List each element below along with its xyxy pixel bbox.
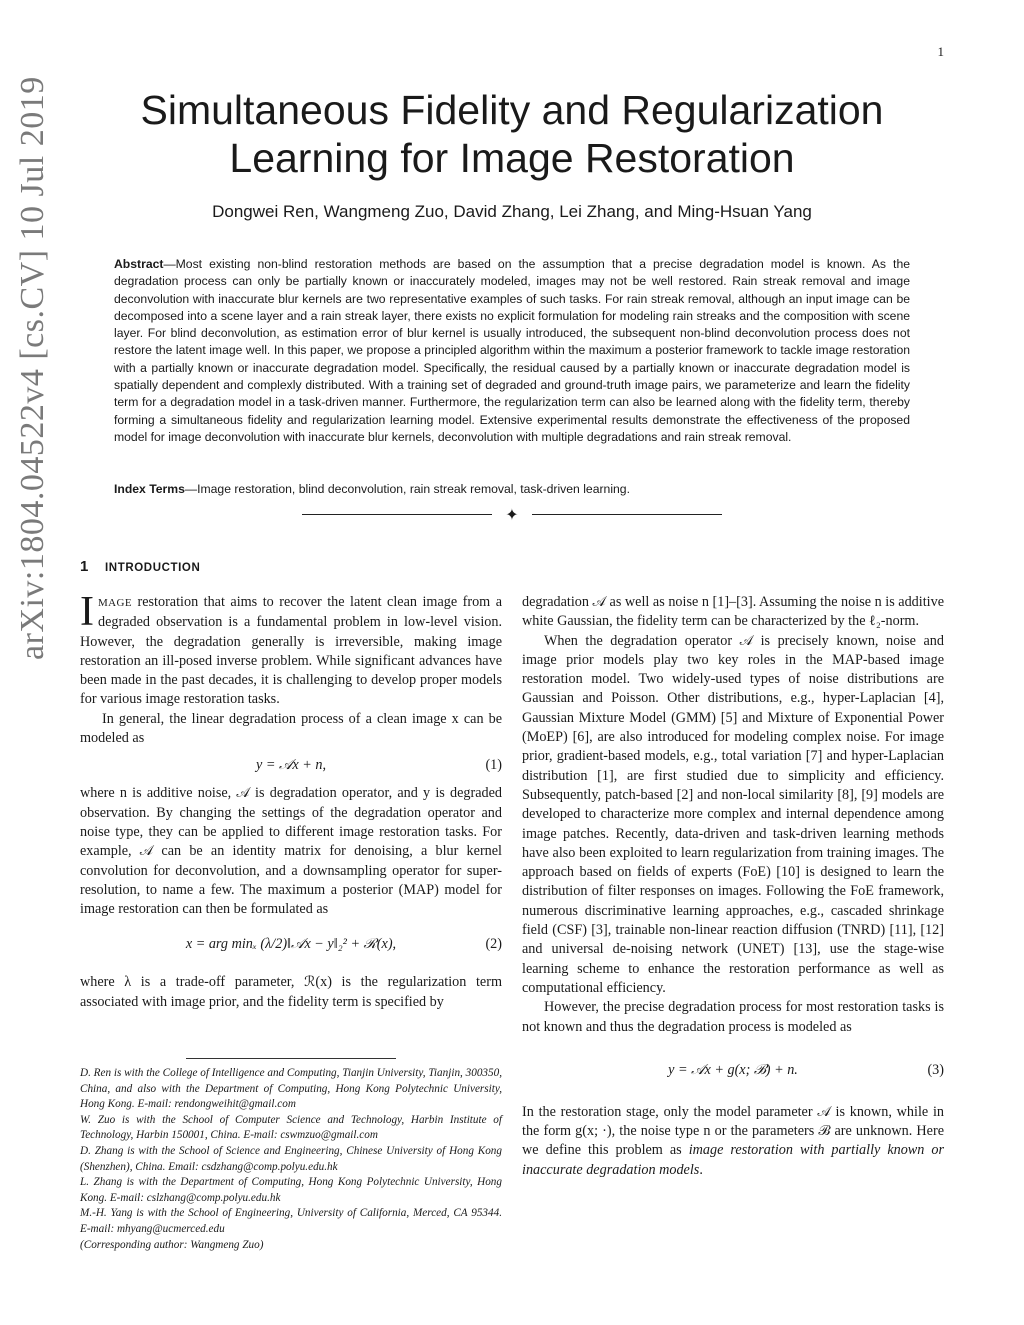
right-paragraph-4 [522, 1103, 944, 1180]
intro-paragraph-1 [80, 589, 502, 710]
page-number: 1 [937, 44, 944, 59]
right-paragraph-4-text: In the restoration stage, only the model parameter 𝒜 is known, while in the form g(x; ·), the noise type n or the parameters ℬ are unknown. Here we define this problem as [522, 1103, 944, 1159]
index-terms-label: Index Terms [114, 482, 185, 496]
equation-1 [80, 752, 502, 780]
equation-1-body: y = 𝒜x + n, [256, 757, 326, 774]
dropcap-smallcaps: MAGE [98, 597, 132, 609]
paper-title: Simultaneous Fidelity and Regularization Learning for Image Restoration [140, 87, 884, 181]
footnote: (Corresponding author: Wangmeng Zuo) [80, 1238, 264, 1251]
right-paragraph-2: When the degradation operator 𝒜 is precisely known, noise and image prior models play two key roles in the MAP-based image restoration model. Two widely-used types of noise distributions are Gaussian and Poisson. Other distributions, e.g., hyper-Laplacian [4], Gaussian Mixture Model (GMM) [5] and Mixture of Exponential Power (MoEP) [6], are also introduced for modeling complex noise. For image prior, gradient-based models, e.g., total variation [7] and hyper-Laplacian distribution [1], are first studied due to simplicity and efficiency. Subsequently, patch-based [2] and non-local similarity [8], [9] models are developed to characterize more complex and internal dependence among image patches. Recently, data-driven and task-driven learning methods have also been exploited to learn regularization from training images. The approach based on fields of experts (FoE) [10] is designed to learn the distribution of filter responses on images. Following the FoE framework, numerous discriminative learning approaches, e.g., cascaded shrinkage field (CSF) [3], trainable non-linear reaction diffusion (TNRD) [11], [12] and universal de-noising network (UNET) [13], use the stage-wise learning scheme to enhance the restoration performance as well as computational efficiency. [522, 632, 944, 996]
intro-paragraph-4: where λ is a trade-off parameter, ℛ(x) is the regularization term associated with image prior, and the fidelity term is specified by [80, 974, 502, 1010]
abstract-text: —Most existing non-blind restoration methods are based on the assumption that a precise degradation model is known. As the degradation process can only be partially known or inaccurately modeled, images may not be well restored. Rain streak removal and image deconvolution with inaccurate blur kernels are two representative examples of such tasks. For rain streak removal, although an input image can be decomposed into a scene layer and a rain streak layer, there exists no explicit formulation for modeling rain streaks and the composition with scene layer. For blind deconvolution, as estimation error of blur kernel is usually introduced, the subsequent non-blind deconvolution process does not restore the latent image well. In this paper, we propose a principled algorithm within the maximum a posterior framework to tackle image restoration with a partially known or inaccurate degradation model. Specifically, the residual caused by a partially known or inaccurate degradation model is spatially dependent and complexly distributed. With a training set of degraded and ground-truth image pairs, we parameterize and learn the fidelity term for a degradation model in a task-driven manner. Furthermore, the regularization term can also be learned along with the fidelity term, thereby forming a simultaneous fidelity and regularization learning model. Extensive experimental results demonstrate the effectiveness of the proposed model for image deconvolution with inaccurate blur kernels, deconvolution with multiple degradations and rain streak removal. [114, 257, 910, 444]
section-number: 1 [80, 558, 89, 575]
divider-line-right [532, 514, 722, 515]
right-paragraph-4-emphasis: image restoration with partially known or inaccurate degradation models [522, 1142, 945, 1178]
intro-paragraph-1-text: restoration that aims to recover the latent clean image from a degraded observation is a fundamental problem in low-level vision. However, the degradation generally is irreversible, making image restoration an ill-posed inverse problem. While significant advances have been made in the past decades, it is challenging to develop proper models for various image restoration tasks. [80, 594, 502, 708]
equation-2-number: (2) [485, 936, 502, 953]
equation-2-body: x = arg minₓ (λ/2)‖𝒜x − y‖₂² + ℛ(x), [185, 936, 397, 953]
divider-line-left [302, 514, 492, 515]
footnote-rule [186, 1058, 396, 1059]
equation-1-number: (1) [485, 757, 502, 774]
equation-3-body: y = 𝒜x + g(x; ℬ) + n. [668, 1061, 798, 1078]
author-list: Dongwei Ren, Wangmeng Zuo, David Zhang, Lei Zhang, and Ming-Hsuan Yang [212, 202, 812, 221]
index-terms-text: —Image restoration, blind deconvolution, rain streak removal, task-driven learning. [184, 482, 630, 496]
dropcap-letter: I [80, 589, 94, 635]
equation-3-number: (3) [927, 1061, 944, 1078]
footnote: W. Zuo is with the School of Computer Science and Technology, Harbin Institute of Technology, Harbin 150001, China. E-mail: cswmzuo@gmail.com [80, 1113, 502, 1142]
intro-paragraph-3: where n is additive noise, 𝒜 is degradation operator, and y is degraded observation. By changing the settings of the degradation operator and noise type, they can be applied to different image restoration tasks. For example, 𝒜 can be an identity matrix for denoising, a blur kernel convolution for deconvolution, and a downsampling operator for super-resolution, to name a few. The maximum a posterior (MAP) model for image restoration can then be formulated as [80, 785, 502, 918]
equation-3 [522, 1051, 944, 1093]
right-paragraph-1: degradation 𝒜 as well as noise n [1]–[3]. Assuming the noise n is additive white Gaussian, the fidelity term can be characterized by the ℓ₂-norm. [522, 594, 944, 630]
abstract [114, 256, 910, 446]
abstract-label: Abstract [114, 257, 164, 271]
footnote: D. Zhang is with the School of Science and Engineering, Chinese University of Hong Kong (Shenzhen), China. Email: csdzhang@comp.polyu.edu.hk [80, 1144, 502, 1173]
footnote: M.-H. Yang is with the School of Engineering, University of California, Merced, CA 95344. E-mail: mhyang@ucmerced.edu [80, 1207, 502, 1235]
right-paragraph-3: However, the precise degradation process for most restoration tasks is not known and thus the degradation process is modeled as [522, 999, 944, 1035]
index-terms [114, 482, 910, 496]
footnote: D. Ren is with the College of Intelligence and Computing, Tianjin University, Tianjin, 300350, China, and also with the Department of Computing, Hong Kong Polytechnic University, Hong Kong. E-mail: rendongweihit@gmail.com [80, 1067, 502, 1111]
left-column [80, 589, 502, 1012]
footnote: L. Zhang is with the Department of Computing, Hong Kong Polytechnic University, Hong Kong. E-mail: cslzhang@comp.polyu.edu.hk [80, 1176, 502, 1204]
right-column [522, 593, 944, 1180]
arxiv-stamp: arXiv:1804.04522v4 [cs.CV] 10 Jul 2019 [14, 76, 51, 660]
equation-2 [80, 923, 502, 969]
divider-ornament: ✦ [505, 507, 519, 524]
section-title: INTRODUCTION [105, 562, 201, 574]
right-paragraph-4-end: . [699, 1161, 703, 1178]
section-heading [80, 558, 200, 575]
intro-paragraph-2: In general, the linear degradation process of a clean image x can be modeled as [80, 710, 502, 747]
author-footnotes [80, 1066, 502, 1253]
